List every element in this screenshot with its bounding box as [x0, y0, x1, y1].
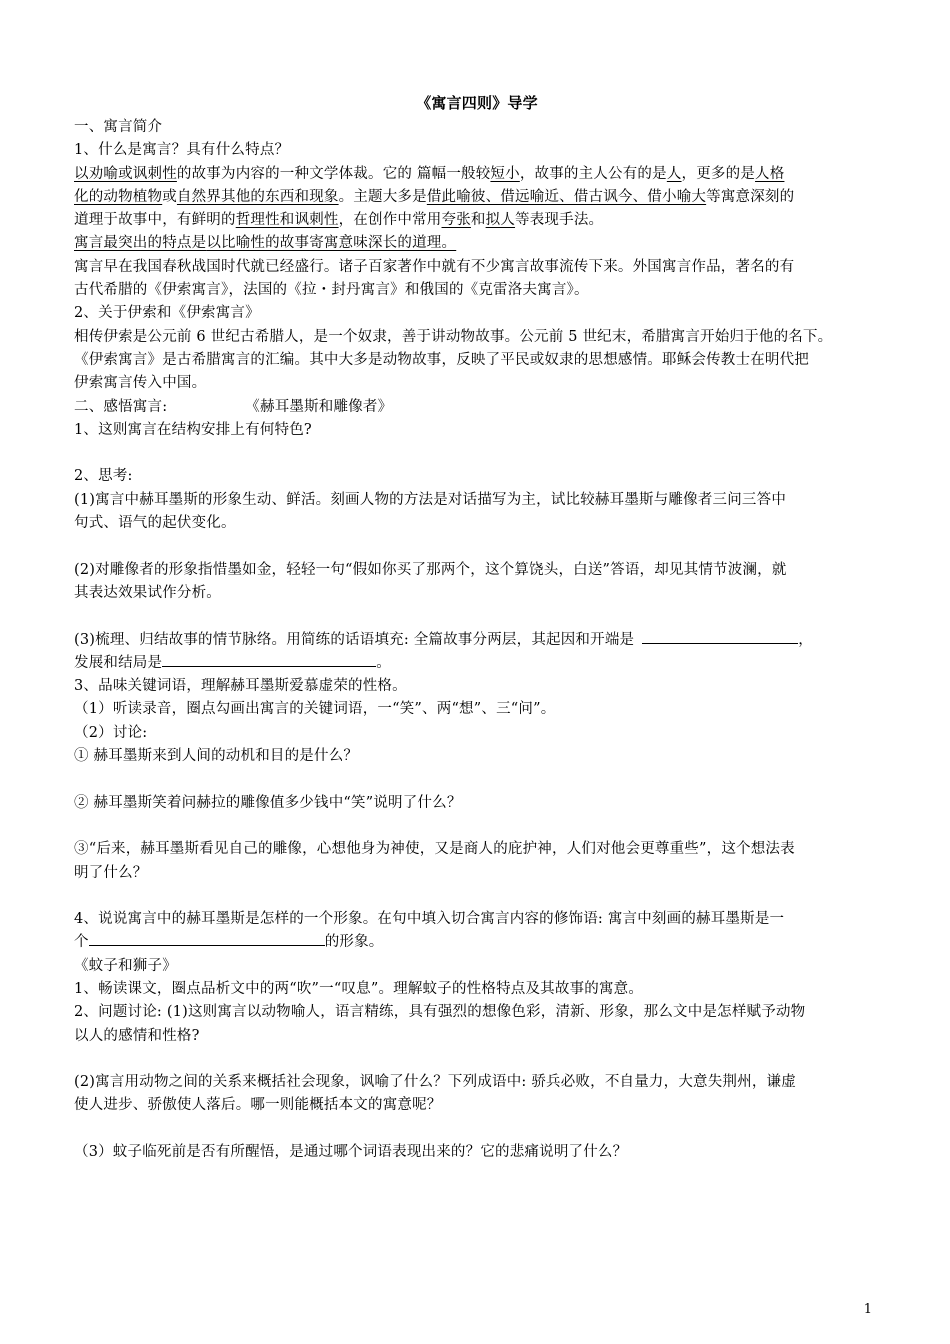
text-run: 。主题大多是 [338, 188, 427, 205]
mosquito-q2-line-1: 2、问题讨论: (1)这则寓言以动物喻人，语言精练，具有强烈的想像色彩，清新、形象，那么文中是怎样赋予动物 [74, 1004, 806, 1021]
mosquito-q3-line-2: 使人进步、骄傲使人落后。哪一则能概括本文的寓意呢？ [74, 1097, 442, 1114]
underlined-term: 自然界其他的东西和现象 [176, 188, 339, 205]
text-run: 二、感悟寓言: [74, 398, 168, 415]
text-run: 个 [74, 934, 89, 951]
underlined-term: 哲理性和讽刺性 [235, 212, 339, 229]
question-image-line-2 [74, 931, 880, 954]
underlined-term: 人 [666, 165, 682, 182]
history-line-2: 古代希腊的《伊索寓言》，法国的《拉・封丹寓言》和俄国的《克雷洛夫寓言》。 [74, 282, 589, 299]
think-2-line-1: (2)对雕像者的形象指惜墨如金，轻轻一句“假如你买了那两个，这个算饶头，白送”答语，却见其情节波澜，就 [74, 561, 787, 578]
keywords-1: （1）听读录音，圈点勾画出寓言的关键词语，一“笑”、两“想”、三“问”。 [74, 701, 556, 718]
definition-line-3 [74, 209, 880, 232]
discuss-2: ② 赫耳墨斯笑着问赫拉的雕像值多少钱中“笑”说明了什么？ [74, 794, 462, 811]
underlined-term: 寓言最突出的特点是 [74, 235, 207, 252]
underlined-term: 以劝喻或讽刺性 [74, 165, 177, 182]
fill-blank[interactable] [642, 629, 798, 644]
story-title-mosquito: 《蚊子和狮子》 [74, 957, 177, 974]
think-3-line-2 [74, 652, 880, 675]
question-image-line-1: 4、说说寓言中的赫耳墨斯是怎样的一个形象。在句中填入切合寓言内容的修饰语: 寓言中刻画的赫耳墨斯是一 [74, 911, 785, 928]
text-run: 的形象。 [324, 934, 384, 951]
key-feature-line [74, 232, 880, 255]
mosquito-q1: 1、畅读课文，圈点品析文中的两“吹”一“叹息”。理解蚊子的性格特点及其故事的寓意。 [74, 980, 644, 997]
text-run: 的故事为内容的一种文学体裁。它的 篇幅一般较 [176, 165, 491, 182]
text-run: ，在创作中常用 [338, 212, 442, 229]
question-keywords: 3、品味关键词语，理解赫耳墨斯爱慕虚荣的性格。 [74, 678, 407, 695]
text-run: ，故事的主人公有的是 [519, 165, 667, 182]
question-think: 2、思考: [74, 468, 133, 485]
aesop-line-2: 《伊索寓言》是古希腊寓言的汇编。其中大多是动物故事，反映了平民或奴隶的思想感情。耶稣会传教士在明代把 [74, 351, 809, 368]
history-line-1: 寓言早在我国春秋战国时代就已经盛行。诸子百家著作中就有不少寓言故事流传下来。外国寓言作品，著名的有 [74, 258, 795, 275]
discuss-3-line-2: 明了什么？ [74, 864, 148, 881]
doc-title: 《寓言四则》导学 [416, 94, 538, 112]
question-structure: 1、这则寓言在结构安排上有何特色? [74, 421, 312, 438]
section-heading-intro: 一、寓言简介 [74, 119, 163, 135]
page-number: 1 [863, 1302, 872, 1317]
text-run: ，更多的是 [681, 165, 756, 182]
underlined-term: 人格 [755, 165, 785, 182]
text-run: 和 [470, 212, 486, 229]
text-run: 。 [376, 654, 391, 671]
text-run: ， [798, 631, 813, 648]
story-title: 《赫耳墨斯和雕像者》 [245, 398, 393, 415]
aesop-line-3: 伊索寓言传入中国。 [74, 375, 207, 392]
mosquito-q2-line-2: 以人的感情和性格? [74, 1027, 200, 1044]
discuss-3-line-1: ③“后来，赫耳墨斯看见自己的雕像，心想他身为神使，又是商人的庇护神，人们对他会更尊重些”，这个想法表 [74, 841, 795, 858]
underlined-term: 短小 [490, 165, 520, 182]
underlined-term: 借此喻彼、借远喻近、借古讽今、借小喻大 [426, 188, 707, 205]
aesop-line-1: 相传伊索是公元前 6 世纪古希腊人，是一个奴隶，善于讲动物故事。公元前 5 世纪末，希腊寓言开始归于他的名下。 [74, 328, 833, 345]
keywords-2: （2）讨论: [74, 724, 148, 741]
text-run: 道理于故事中，有鲜明的 [74, 212, 236, 229]
question-what-is-fable: 1、什么是寓言？具有什么特点？ [74, 142, 290, 159]
underlined-term: 夸张 [441, 212, 471, 229]
document-page [74, 92, 880, 1164]
fill-blank[interactable] [89, 931, 325, 946]
mosquito-q3-line-1: (2)寓言用动物之间的关系来概括社会现象，讽喻了什么？下列成语中: 骄兵必败，不自量力，大意失荆州，谦虚 [74, 1074, 796, 1091]
think-3-line-1 [74, 629, 880, 652]
think-1-line-1: (1)寓言中赫耳墨斯的形象生动、鲜活。刻画人物的方法是对话描写为主，试比较赫耳墨斯与雕像者三问三答中 [74, 491, 787, 508]
mosquito-q4: （3）蚊子临死前是否有所醒悟，是通过哪个词语表现出来的？它的悲痛说明了什么？ [74, 1144, 628, 1161]
underlined-term: 拟人 [485, 212, 516, 229]
think-2-line-2: 其表达效果试作分析。 [74, 584, 221, 601]
text-run: 等寓意深刻的 [706, 188, 795, 205]
underlined-term: 化的动物植物 [74, 188, 163, 205]
text-run: 等表现手法。 [515, 212, 604, 229]
section-heading-appreciate [74, 396, 880, 419]
text-run: 发展和结局是 [74, 654, 163, 671]
discuss-1: ① 赫耳墨斯来到人间的动机和目的是什么？ [74, 748, 359, 765]
fill-blank[interactable] [162, 652, 376, 667]
definition-line-2 [74, 186, 880, 209]
text-run: (3)梳理、归结故事的情节脉络。用简练的话语填充: 全篇故事分两层，其起因和开端是 [74, 631, 635, 648]
definition-line-1 [74, 163, 880, 186]
text-run: 或 [162, 188, 177, 205]
question-aesop: 2、关于伊索和《伊索寓言》 [74, 305, 260, 322]
underlined-term: 以比喻性的故事寄寓意味深长的道理。 [206, 235, 457, 252]
think-1-line-2: 句式、语气的起伏变化。 [74, 515, 236, 532]
